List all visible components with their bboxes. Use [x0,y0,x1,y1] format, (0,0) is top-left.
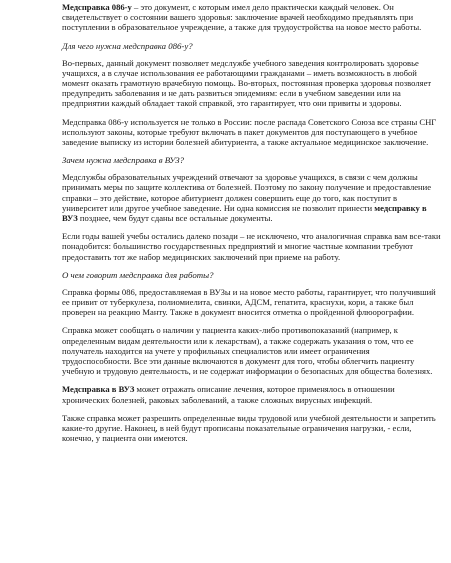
text-run: Медслужбы образовательных учреждений отвечают за здоровье учащихся, в связи с чем должны принимать меры по защите коллектива от болезней. Поэтому по закону получение и предоставление справки – это действие, которое абитуриент должен совершить еще до того, как поступит в университет или другое учебное заведение. Ни одна комиссия не позволит принести [62,172,432,213]
text-run: Справка может сообщать о наличии у пациента каких-либо противопоказаний (например, к определенным видам деятельности или к лекарствам), а также содержать указания о том, что ее получатель находится на учете у профильных специалистов или имеет ограничения трудоспособности. Все эти данные включаются в документ для того, чтобы облегчить пациенту учебную и трудовую деятельность, и не содержат информации о безопасных для общества болезнях. [62,325,433,377]
paragraph [62,58,441,109]
paragraph [62,325,441,376]
text-run: может отражать описание лечения, которое применялось в отношении хронических болезней, раковых заболеваний, а также сложных вирусных инфекций. [62,384,395,405]
text-run: позднее, чем будут сданы все остальные документы. [77,213,273,224]
bold-term: Медсправка 086-у [62,2,132,12]
section-heading: О чем говорит медсправка для работы? [62,269,214,280]
text-run: Если годы вашей учебы остались далеко позади – не исключено, что аналогичная справка вам все-таки понадобится: большинство государственных предприятий и многие частные компании требуют предоставить тот же набор медицинских заключений при приеме на работу. [62,231,441,262]
text-run: Во-первых, данный документ позволяет медслужбе учебного заведения контролировать здоровье учащихся, а в случае использования ее работающими гражданами – иметь возможность в любой момент оказать грамотную врачебную помощь. Во-вторых, постоянная проверка здоровья позволяет предупредить заболевания и не дать развиться эпидемиям: если в учебном заведении или на предприятии каждый обладает такой справкой, это гарантирует, что они привиты и здоровы. [62,57,432,109]
text-run: Справка формы 086, предоставляемая в ВУЗы и на новое место работы, гарантирует, что получивший ее привит от туберкулеза, полиомиелита, свинки, АДСМ, гепатита, краснухи, кори, а также был проверен на реакцию Манту. Также в документ вносится отметка о пройденной флюорографии. [62,286,436,318]
paragraph [62,384,441,404]
bold-term: медсправку в ВУЗ [62,202,427,224]
text-run: Также справка может разрешить определенные виды трудовой или учебной деятельности и запретить какие-то другие. Наконец, в ней будут прописаны показательные ограничения нагрузки, - если, конечно, у пациента они имеются. [62,412,436,444]
paragraph [62,2,441,33]
bold-term: Медсправка в ВУЗ [62,384,135,395]
text-run: Медсправка 086-у используется не только в России: после распада Советского Союза все страны СНГ используют законы, которые требуют включать в пакет документов для поступающего в учебное заведение выписку из истории болезней абитуриента, а также актуальное медицинское заключение. [62,116,437,148]
section-heading: Зачем нужна медсправка в ВУЗ? [62,155,185,166]
section-heading: Для чего нужна медсправка 086-у? [62,40,193,51]
paragraph [62,172,441,223]
paragraph [62,287,441,318]
paragraph [62,117,441,148]
paragraph [62,231,441,262]
paragraph [62,413,441,444]
text-run: – это документ, с которым имел дело практически каждый человек. Он свидетельствует о состоянии вашего здоровья: заключение врачей необходимо предъявлять при поступлении в образовательное учреждение, а также для трудоустройства на новое место работы. [62,2,422,33]
